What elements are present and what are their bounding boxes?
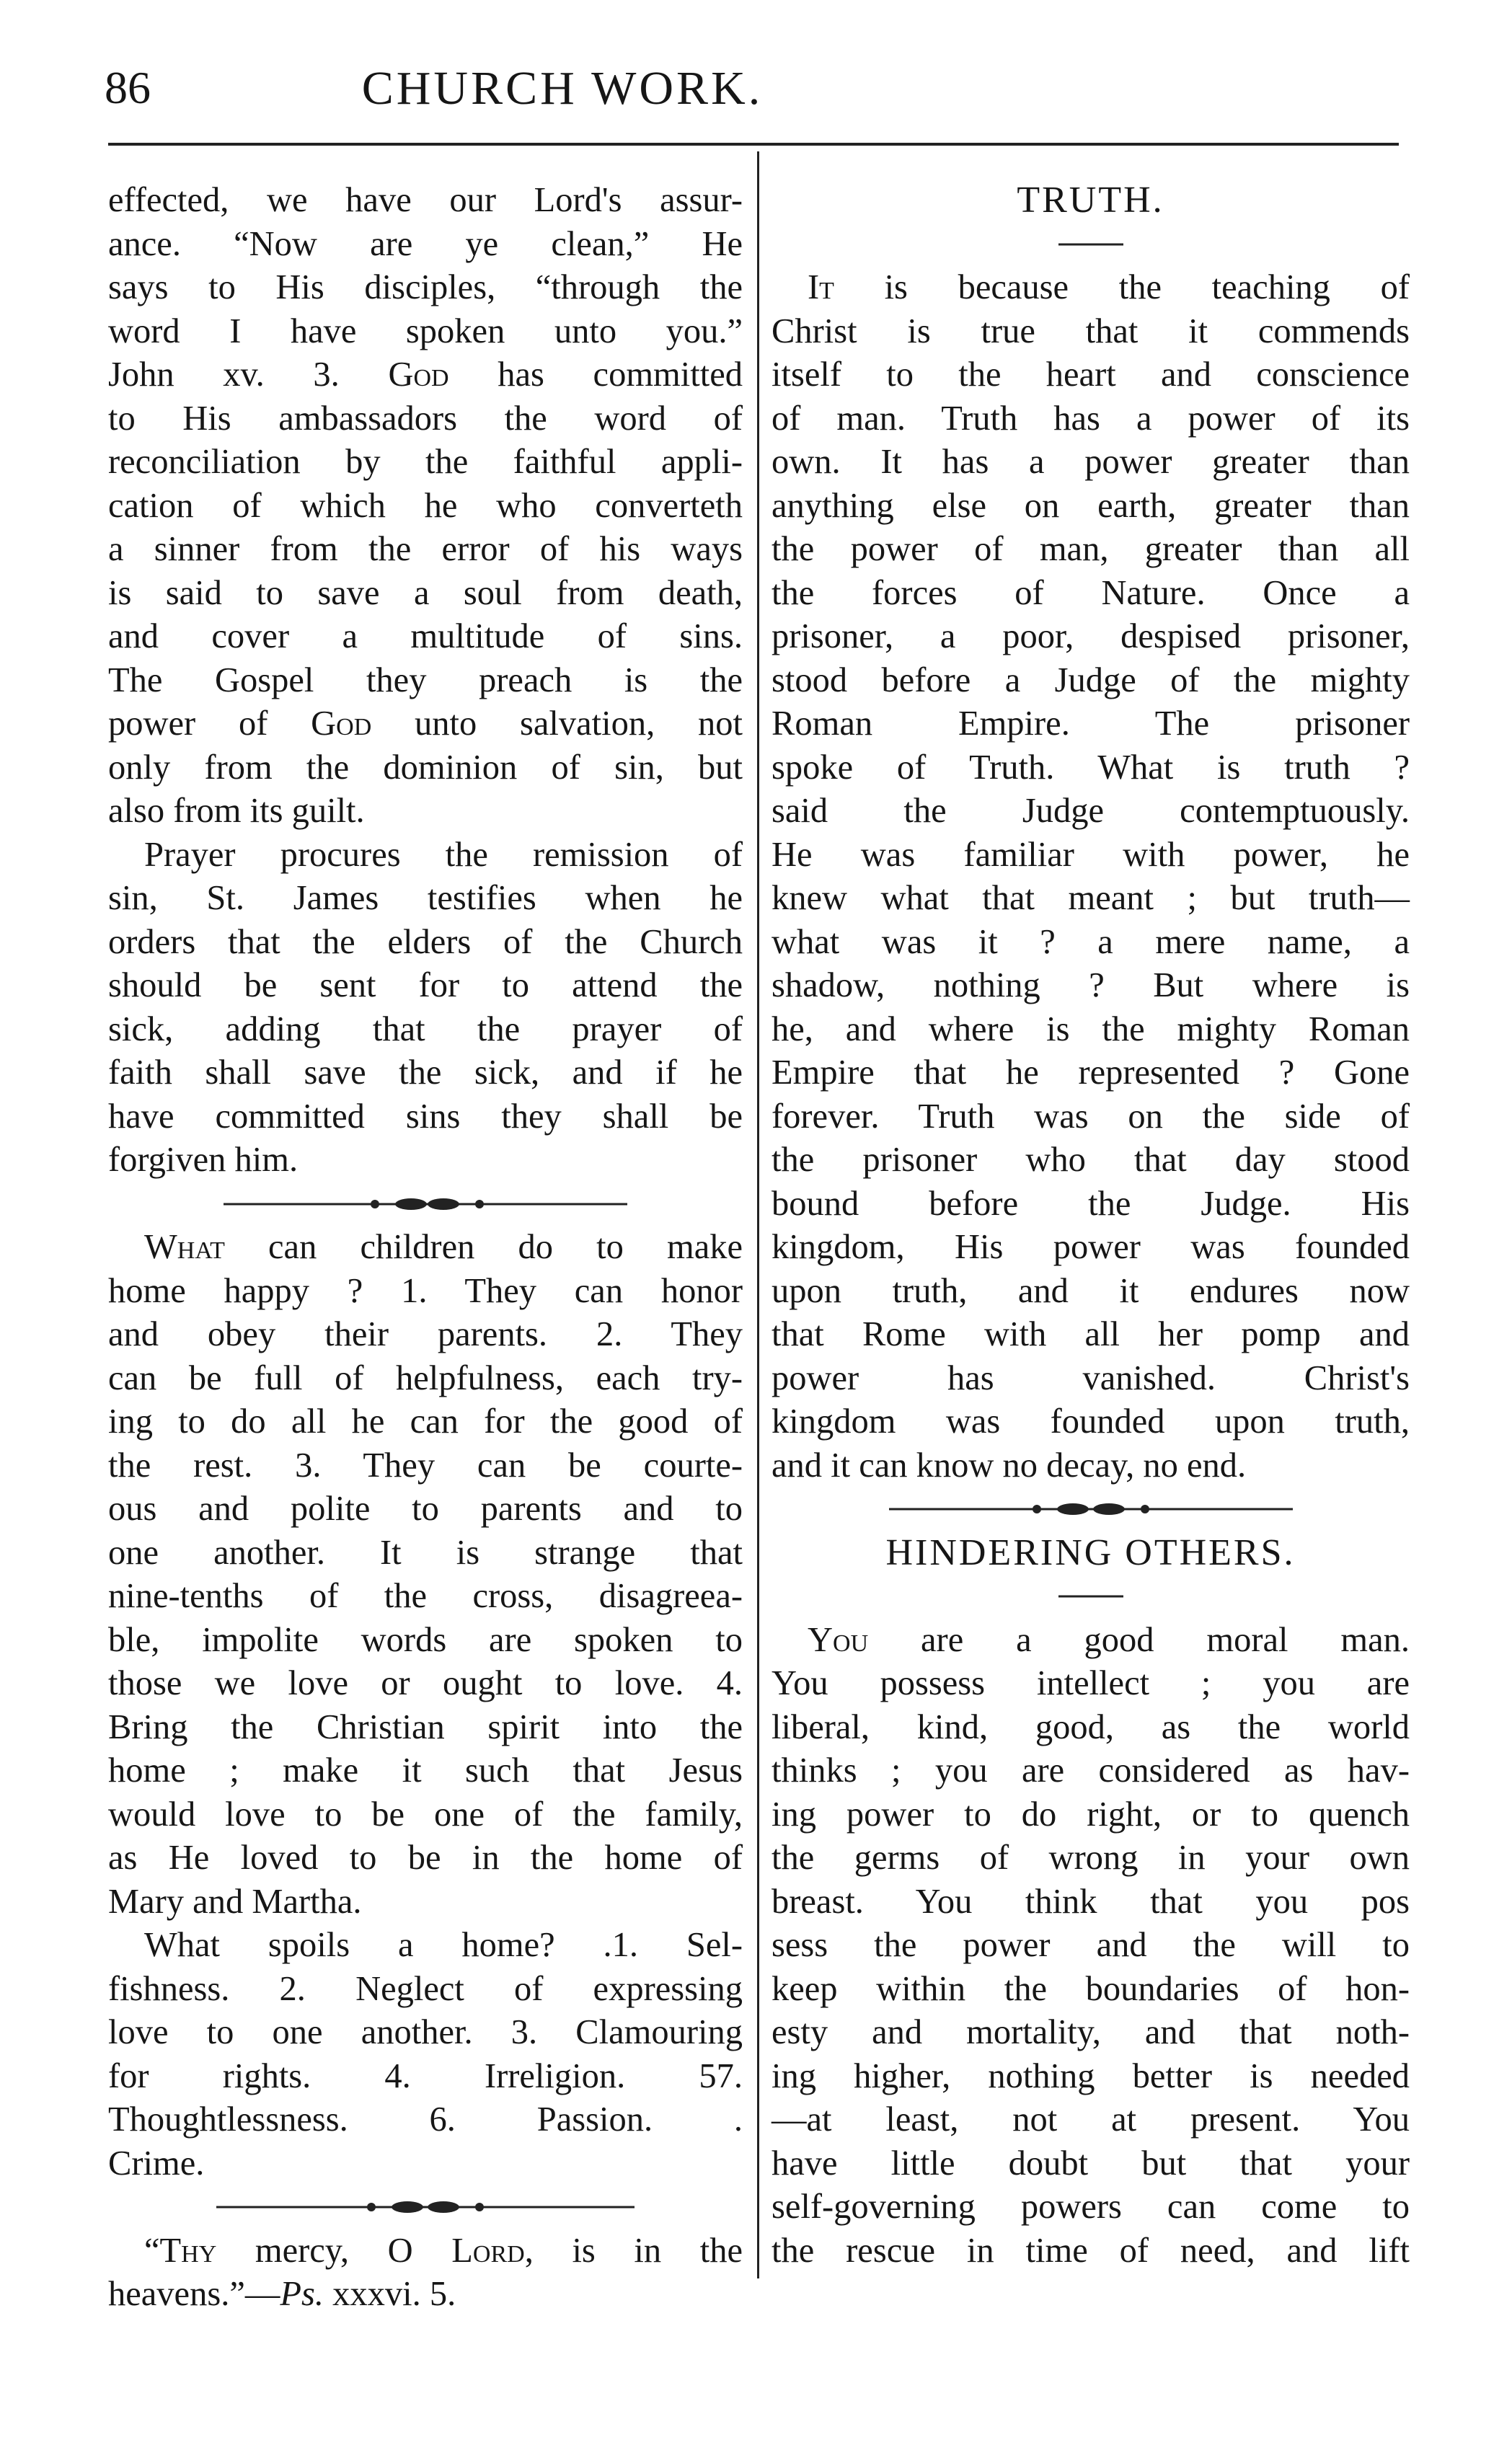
text-line: Christ is true that it commends <box>772 311 1410 350</box>
text-line: kingdom, His power was founded <box>772 1228 1410 1266</box>
text-line: what was it ? a mere name, a <box>772 922 1410 961</box>
text-line: that Rome with all her pomp and <box>772 1315 1410 1353</box>
text-line: power of God unto salvation, not <box>108 704 743 743</box>
text-line: says to His disciples, “through the <box>108 268 743 306</box>
paragraph-prayer <box>108 834 743 1182</box>
running-title: CHURCH WORK. <box>361 62 764 115</box>
text-line: is said to save a soul from death, <box>108 573 743 612</box>
text-line: anything else on earth, greater than <box>772 486 1410 525</box>
text-line: power has vanished. Christ's <box>772 1358 1410 1397</box>
column-divider <box>757 151 759 2278</box>
section-ornament <box>108 2185 743 2229</box>
text-line: esty and mortality, and that noth- <box>772 2013 1410 2051</box>
text-line: keep within the boundaries of hon- <box>772 1969 1410 2008</box>
page-number: 86 <box>105 62 151 113</box>
text-line: itself to the heart and conscience <box>772 355 1410 394</box>
text-line: sess the power and the will to <box>772 1926 1410 1964</box>
text-line: Thoughtlessness. 6. Passion. . <box>108 2100 743 2139</box>
text-line: word I have spoken unto you.” <box>108 311 743 350</box>
text-line: effected, we have our Lord's assur- <box>108 181 743 219</box>
text-line: Empire that he represented ? Gone <box>772 1053 1410 1092</box>
text-line: have little doubt but that your <box>772 2144 1410 2183</box>
text-line: ous and polite to parents and to <box>108 1490 743 1528</box>
left-column <box>108 179 743 2317</box>
text-line: the rest. 3. They can be courte- <box>108 1446 743 1485</box>
running-head <box>0 0 1512 144</box>
paragraph-truth <box>772 266 1410 1487</box>
text-line: ing higher, nothing better is needed <box>772 2056 1410 2095</box>
text-line: ing to do all he can for the good of <box>108 1402 743 1441</box>
text-line: to His ambassadors the word of <box>108 399 743 438</box>
text-line: have committed sins they shall be <box>108 1097 743 1136</box>
heading-dash <box>772 223 1410 267</box>
text-line: for rights. 4. Irreligion. 57. <box>108 2056 743 2095</box>
text-line: Crime. <box>108 2144 205 2183</box>
text-line: bound before the Judge. His <box>772 1184 1410 1223</box>
section-ornament <box>108 1182 743 1226</box>
text-line: and it can know no decay, no end. <box>772 1446 1247 1485</box>
text-line: prisoner, a poor, despised prisoner, <box>772 617 1410 655</box>
text-line: also from its guilt. <box>108 792 365 830</box>
text-line: The Gospel they preach is the <box>108 660 743 699</box>
text-line: shadow, nothing ? But where is <box>772 966 1410 1004</box>
text-line: You are a good moral man. <box>808 1620 1410 1659</box>
section-heading-hindering: HINDERING OTHERS. <box>885 1531 1296 1573</box>
text-line: You possess intellect ; you are <box>772 1664 1410 1702</box>
paragraph-continuation <box>108 179 743 834</box>
text-line: of man. Truth has a power of its <box>772 399 1410 438</box>
text-line: said the Judge contemptuously. <box>772 792 1410 830</box>
text-line: as He loved to be in the home of <box>108 1839 743 1877</box>
text-line: Mary and Martha. <box>108 1882 362 1921</box>
text-line: sick, adding that the prayer of <box>108 1009 743 1048</box>
section-heading-truth: TRUTH. <box>1017 180 1164 221</box>
text-line: home ; make it such that Jesus <box>108 1751 743 1790</box>
text-line: reconciliation by the faithful appli- <box>108 443 743 481</box>
text-line: self-governing powers can come to <box>772 2188 1410 2226</box>
text-line: He was familiar with power, he <box>772 835 1410 874</box>
text-line: ing power to do right, or to quench <box>772 1795 1410 1834</box>
text-line: cation of which he who converteth <box>108 486 743 525</box>
text-line: liberal, kind, good, as the world <box>772 1707 1410 1746</box>
text-line: “Thy mercy, O Lord, is in the <box>144 2231 743 2270</box>
text-line: Roman Empire. The prisoner <box>772 704 1410 743</box>
text-line: the germs of wrong in your own <box>772 1839 1410 1877</box>
text-line: John xv. 3. God has committed <box>108 355 743 394</box>
scripture-quote <box>108 2229 743 2317</box>
text-line: nine-tenths of the cross, disagreea- <box>108 1577 743 1615</box>
header-rule <box>108 143 1399 146</box>
text-line: the power of man, greater than all <box>772 530 1410 568</box>
text-line: fishness. 2. Neglect of expressing <box>108 1969 743 2008</box>
text-line: It is because the teaching of <box>808 268 1410 306</box>
text-line: a sinner from the error of his ways <box>108 530 743 568</box>
text-line: knew what that meant ; but truth— <box>772 879 1410 917</box>
text-line: What spoils a home? .1. Sel- <box>144 1926 743 1964</box>
small-caps-lead: You <box>808 1620 869 1659</box>
text-line: should be sent for to attend the <box>108 966 743 1004</box>
text-line: he, and where is the mighty Roman <box>772 1009 1410 1048</box>
text-line: Prayer procures the remission of <box>144 835 743 874</box>
text-line: Bring the Christian spirit into the <box>108 1707 743 1746</box>
text-line: spoke of Truth. What is truth ? <box>772 748 1410 787</box>
text-line: love to one another. 3. Clamouring <box>108 2013 743 2051</box>
text-line: ble, impolite words are spoken to <box>108 1620 743 1659</box>
small-caps-lord: Lord <box>451 2231 525 2270</box>
text-line: only from the dominion of sin, but <box>108 748 743 787</box>
text-line: forgiven him. <box>108 1141 299 1179</box>
right-column <box>772 179 1410 2273</box>
text-line: sin, St. James testifies when he <box>108 879 743 917</box>
text-line: can be full of helpfulness, each try- <box>108 1358 743 1397</box>
text-line: stood before a Judge of the mighty <box>772 660 1410 699</box>
text-line: the prisoner who that day stood <box>772 1141 1410 1179</box>
text-line: What can children do to make <box>144 1228 743 1266</box>
text-line: the forces of Nature. Once a <box>772 573 1410 612</box>
text-line: —at least, not at present. You <box>772 2100 1410 2139</box>
small-caps-lead: It <box>808 268 834 306</box>
text-line: upon truth, and it endures now <box>772 1271 1410 1310</box>
text-line: own. It has a power greater than <box>772 443 1410 481</box>
text-line: ance. “Now are ye clean,” He <box>108 224 743 263</box>
text-line: home happy ? 1. They can honor <box>108 1271 743 1310</box>
text-line: and obey their parents. 2. They <box>108 1315 743 1353</box>
text-line: and cover a multitude of sins. <box>108 617 743 655</box>
text-line: forever. Truth was on the side of <box>772 1097 1410 1136</box>
text-line: the rescue in time of need, and lift <box>772 2231 1410 2270</box>
heading-dash <box>772 1575 1410 1619</box>
small-caps-god: God <box>311 704 372 743</box>
paragraph-spoils <box>108 1924 743 2185</box>
text-line: kingdom was founded upon truth, <box>772 1402 1410 1441</box>
section-ornament <box>772 1487 1410 1531</box>
text-line: breast. You think that you pos <box>772 1882 1410 1921</box>
small-caps-lead: What <box>144 1228 225 1266</box>
text-line: orders that the elders of the Church <box>108 922 743 961</box>
text-line: would love to be one of the family, <box>108 1795 743 1834</box>
text-line: those we love or ought to love. 4. <box>108 1664 743 1702</box>
text-line: faith shall save the sick, and if he <box>108 1053 743 1092</box>
text-line: thinks ; you are considered as hav- <box>772 1751 1410 1790</box>
small-caps-god: God <box>388 355 449 394</box>
paragraph-children <box>108 1226 743 1924</box>
text-line: heavens.”—Ps. xxxvi. 5. <box>108 2275 456 2313</box>
text-line: one another. It is strange that <box>108 1533 743 1572</box>
scripture-reference: Ps. <box>280 2275 324 2313</box>
paragraph-hindering <box>772 1619 1410 2273</box>
